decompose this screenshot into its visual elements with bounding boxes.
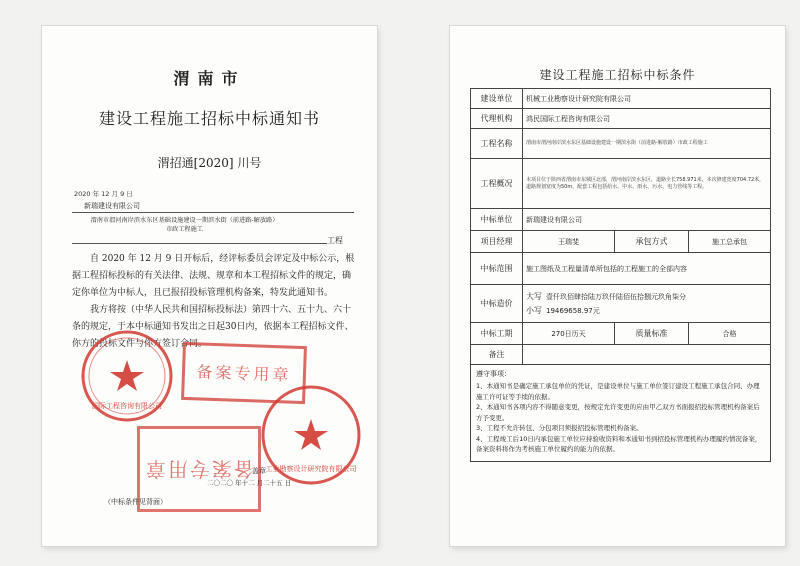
notice-paragraph-2: 我方将按（中华人民共和国招标投标法）第四十六、五十九、六十条的规定，于本中标通知书发出之日起30日内，依据本工程招标文件、你方的投标文件与你方签订合同。 bbox=[72, 305, 354, 349]
price-lower-label: 小写 bbox=[526, 305, 542, 315]
notes-list bbox=[476, 381, 765, 455]
price-value bbox=[523, 285, 771, 323]
manager-label: 项目经理 bbox=[471, 231, 523, 253]
remark-label: 备注 bbox=[471, 345, 523, 365]
row-winner bbox=[471, 209, 771, 231]
winning-company: 新瑞建设有限公司 bbox=[72, 201, 354, 213]
note-item: 4、工程竣工后10日内承包施工单位应持验收资料和本通知书到招投标管理机构办理履约情况备案，备案资料将作为考核施工单位履约的能力的依据。 bbox=[476, 434, 762, 453]
notice-title: 建设工程施工招标中标通知书 bbox=[98, 109, 320, 128]
company-seal-left bbox=[77, 326, 177, 426]
quality-value: 合格 bbox=[689, 323, 771, 345]
seal-label: 盖章 bbox=[252, 467, 266, 475]
row-project bbox=[471, 129, 771, 159]
period-value: 270日历天 bbox=[523, 323, 615, 345]
registration-stamp-text: 备案专用章 bbox=[196, 362, 292, 385]
conditions-footnote: （中标条件见背面） bbox=[104, 498, 167, 506]
city-heading: 渭南市 bbox=[173, 69, 246, 88]
filing-stamp-text: 备案专用章 bbox=[144, 457, 254, 481]
overview-value: 本项目位于陕西省渭南市东城区北部，渭河南岸滨水东区，道路全长758.971米，本次修建宽度704.72米，道路规划宽度为50m，配套工程包括给水、中水、雨水、污水、电力管线等工程。 bbox=[523, 159, 771, 209]
notes-cell bbox=[471, 365, 771, 462]
builder-value: 机械工业勘察设计研究院有限公司 bbox=[523, 89, 771, 109]
row-remark bbox=[471, 345, 771, 365]
company-seal-right bbox=[257, 381, 365, 489]
agent-value: 鸿民国际工程咨询有限公司 bbox=[523, 109, 771, 129]
agent-label: 代理机构 bbox=[471, 109, 523, 129]
notice-paragraph-1: 自 2020 年 12 月 9 日开标后，经评标委员会评定及中标公示，根据工程招标投标的有关法律、法规、规章和本工程招标文件的规定，确定你单位为中标人，且已报招投标管理机构备案，特发此通知书。 bbox=[72, 254, 355, 298]
row-builder bbox=[471, 89, 771, 109]
note-item: 1、本通知书是确定施工承包单位的凭证，是建设单位与施工单位签订建设工程施工承包合同、办理施工许可证等手续的依据。 bbox=[476, 382, 760, 401]
mode-label: 承包方式 bbox=[615, 231, 689, 253]
row-manager bbox=[471, 231, 771, 253]
row-agent bbox=[471, 109, 771, 129]
project-underline bbox=[72, 243, 327, 244]
note-item: 2、本通知书各项内容不得随意变更，按规定允许变更的应由甲乙双方书面报招投标管理机构备案后方予变更。 bbox=[476, 403, 760, 422]
price-label: 中标造价 bbox=[471, 285, 523, 323]
conditions-page bbox=[450, 26, 785, 546]
mode-value: 施工总承包 bbox=[689, 231, 771, 253]
quality-label: 质量标准 bbox=[615, 323, 689, 345]
winner-value: 新瑞建设有限公司 bbox=[523, 209, 771, 231]
conditions-table bbox=[470, 88, 771, 462]
row-period bbox=[471, 323, 771, 345]
builder-label: 建设单位 bbox=[471, 89, 523, 109]
note-item: 3、工程不允许转包、分包项目须报招投标管理机构备案。 bbox=[476, 424, 643, 432]
remark-value bbox=[523, 345, 771, 365]
header-date: 2020 年 12 月 9 日 bbox=[74, 190, 133, 198]
notes-title: 遵守事项： bbox=[476, 370, 511, 378]
row-price bbox=[471, 285, 771, 323]
scope-value: 施工图纸及工程量清单所包括的工程施工的全部内容 bbox=[523, 253, 771, 285]
seal-left-text: 国际工程咨询有限公司 bbox=[92, 402, 162, 410]
winner-label: 中标单位 bbox=[471, 209, 523, 231]
project-label: 工程名称 bbox=[471, 129, 523, 159]
project-name-line2: 市政工程施工 bbox=[165, 226, 204, 233]
price-lower-value: 19469658.97元 bbox=[546, 306, 600, 315]
period-label: 中标工期 bbox=[471, 323, 523, 345]
project-value: 渭南市渭河南岸滨水东区基础设施建设一期滨水街（前进路-解放路）市政工程施工 bbox=[523, 129, 771, 159]
row-scope bbox=[471, 253, 771, 285]
price-upper-value: 壹仟玖佰肆拾陆万玖仟陆佰伍拾捌元玖角柒分 bbox=[546, 292, 686, 301]
conditions-title: 建设工程施工招标中标条件 bbox=[539, 68, 696, 82]
notice-page bbox=[42, 26, 377, 546]
price-upper-label: 大写 bbox=[526, 291, 542, 301]
row-overview bbox=[471, 159, 771, 209]
overview-label: 工程概况 bbox=[471, 159, 523, 209]
manager-value: 王瑞斐 bbox=[523, 231, 615, 253]
project-name-line1: 渭南市渭河南岸滨水东区基础设施建设一期滨水街（前进路-解放路） bbox=[90, 217, 279, 224]
project-suffix: 工程 bbox=[327, 236, 343, 245]
project-name bbox=[82, 216, 287, 234]
row-notes bbox=[471, 365, 771, 462]
seal-right-text: 工业勘察设计研究院有限公司 bbox=[265, 465, 357, 473]
scope-label: 中标范围 bbox=[471, 253, 523, 285]
document-number: 渭招通[2020] 川号 bbox=[157, 156, 262, 170]
seal-date: 二〇二〇 年十二 月二十五 日 bbox=[207, 479, 292, 487]
